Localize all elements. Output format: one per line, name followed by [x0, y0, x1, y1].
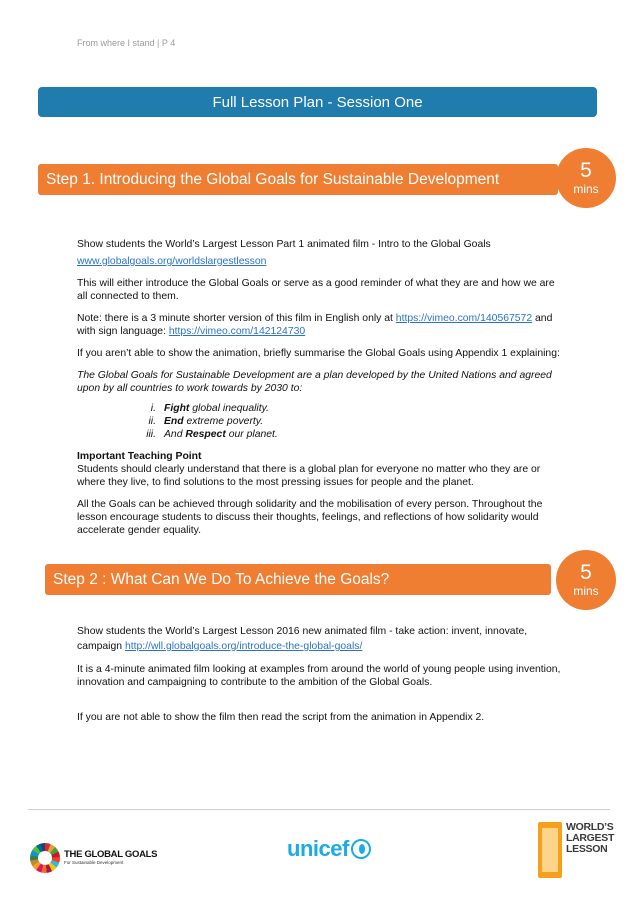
teaching-point-text: Students should clearly understand that there is a global plan for everyone no matter who they are or where they live, to find solutions to the most pressing issues for people and the planet. — [77, 464, 541, 488]
step1-minutes: 5 — [580, 159, 592, 182]
unicef-wordmark: unicef — [287, 836, 349, 861]
global-goals-title: THE GLOBAL GOALS — [64, 849, 158, 860]
global-goals-wheel-icon — [30, 843, 60, 873]
unicef-logo — [287, 836, 371, 862]
list-number: ii. — [148, 416, 156, 427]
list-rest: extreme poverty. — [183, 416, 264, 427]
list-bold: Fight — [164, 403, 190, 414]
list-number: i. — [150, 403, 156, 414]
vimeo-link-1[interactable]: https://vimeo.com/140567572 — [395, 313, 533, 324]
global-goals-subtitle: For Sustainable Development — [64, 860, 124, 865]
list-number: iii. — [146, 429, 156, 440]
list-rest: our planet. — [225, 429, 278, 440]
global-goals-logo — [30, 843, 157, 873]
step1-summary-text: If you aren’t able to show the animation, briefly summarise the Global Goals using Appendix 1 explaining: — [77, 348, 560, 359]
footer-divider — [28, 809, 610, 810]
step2-minutes-label: mins — [573, 584, 599, 598]
teaching-point-title: Important Teaching Point — [77, 451, 202, 462]
wll-introduce-link[interactable]: http://wll.globalgoals.org/introduce-the-global-goals/ — [124, 641, 363, 652]
step2-duration-badge — [556, 550, 616, 610]
lesson-plan-title: Full Lesson Plan - Session One — [212, 93, 423, 111]
step2-description: It is a 4-minute animated film looking at examples from around the world of young people using invention, innovation and campaigning to contribute to the ambition of the Global Goals. — [77, 664, 561, 688]
goals-list-item — [77, 402, 564, 415]
step2-content — [77, 624, 564, 733]
note-middle: and with sign language: — [77, 313, 553, 337]
step1-heading-bar — [38, 164, 558, 195]
list-bold: End — [164, 416, 184, 427]
step2-heading-bar — [45, 564, 551, 595]
goals-list-item — [77, 428, 564, 441]
step2-intro-text — [77, 624, 564, 654]
step1-minutes-label: mins — [573, 182, 599, 196]
step1-solidarity-text: All the Goals can be achieved through solidarity and the mobilisation of every person. Throughout the lesson encourage students to discuss their thoughts, feelings, and reflections of how solidarity would accelerate gender equality. — [77, 499, 543, 536]
book-icon — [538, 822, 562, 878]
list-pre: And — [164, 429, 186, 440]
goals-list — [77, 402, 564, 441]
wll-line: LESSON — [566, 843, 608, 855]
worlds-largest-lesson-logo — [538, 822, 614, 878]
step2-intro-prefix: Show students the World’s Largest Lesson 2016 new animated film - take action: invent, innovate, campaign — [77, 626, 528, 652]
unicef-globe-icon — [351, 839, 371, 859]
teaching-point — [77, 450, 564, 489]
goals-list-item — [77, 415, 564, 428]
list-bold: Respect — [185, 429, 226, 440]
step2-title: Step 2 : What Can We Do To Achieve the Goals? — [53, 570, 390, 588]
list-rest: global inequality. — [189, 403, 269, 414]
step2-fallback-text: If you are not able to show the film then read the script from the animation in Appendix 2. — [77, 712, 485, 723]
step1-intro-text: Show students the World’s Largest Lesson Part 1 animated film - Intro to the Global Goals — [77, 239, 491, 250]
global-goals-definition: The Global Goals for Sustainable Development are a plan developed by the United Nations and agreed upon by all countries to work towards by 2030 to: — [77, 370, 552, 394]
wll-line: LARGEST — [566, 832, 615, 844]
step1-title: Step 1. Introducing the Global Goals for Sustainable Development — [46, 170, 500, 188]
step1-duration-badge — [556, 148, 616, 208]
step1-note-text — [77, 312, 564, 338]
wll-link[interactable]: www.globalgoals.org/worldslargestlesson — [77, 256, 267, 267]
lesson-plan-title-bar — [38, 87, 597, 117]
step2-minutes: 5 — [580, 561, 592, 584]
note-prefix: Note: there is a 3 minute shorter version of this film in English only at — [77, 313, 396, 324]
step1-content — [77, 238, 564, 546]
step1-reminder-text: This will either introduce the Global Goals or serve as a good reminder of what they are and how we are all connected to them. — [77, 278, 555, 302]
wll-line: WORLD’S — [566, 821, 614, 833]
vimeo-link-2[interactable]: https://vimeo.com/142124730 — [168, 326, 306, 337]
page-header: From where I stand | P 4 — [77, 38, 176, 48]
